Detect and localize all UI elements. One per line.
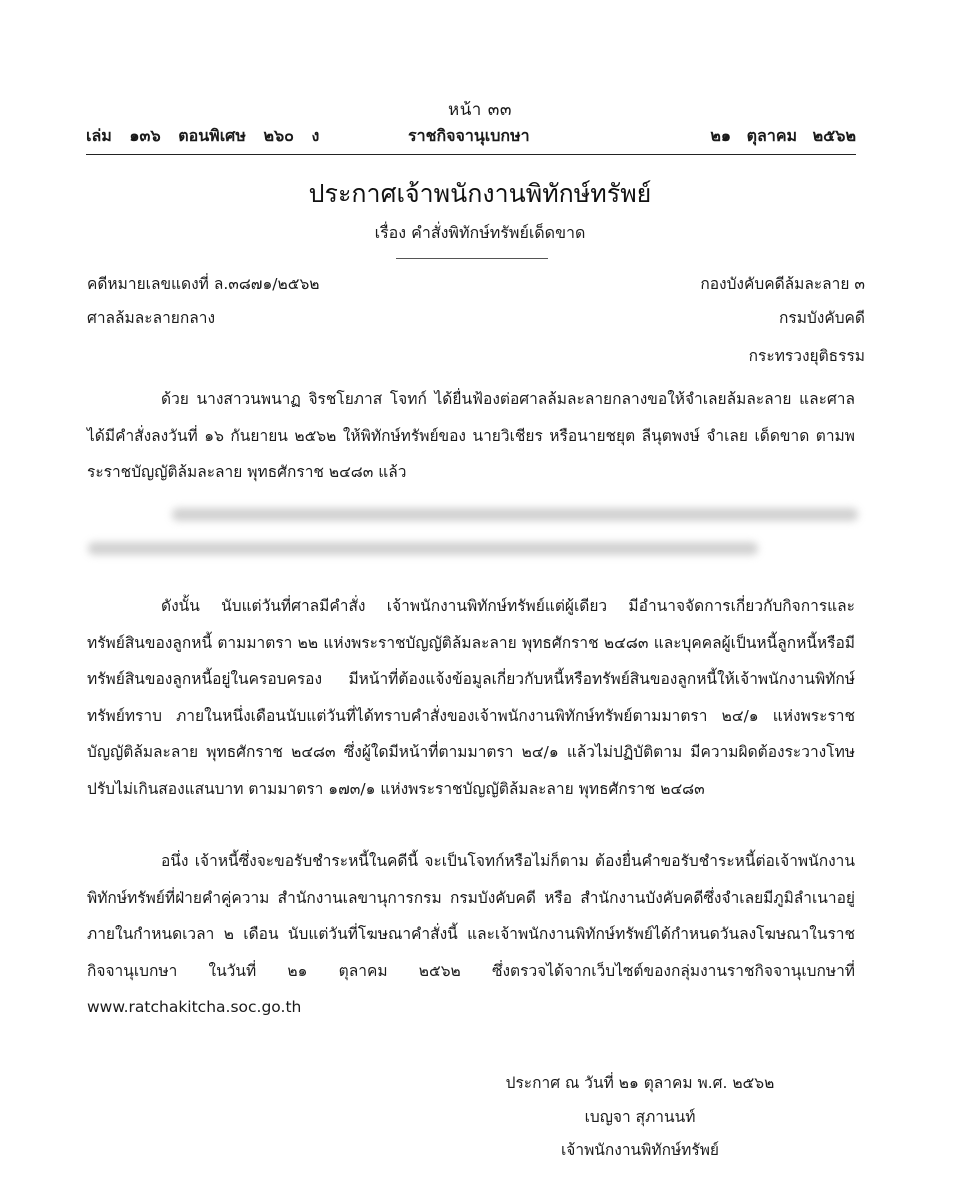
header-divider — [86, 154, 856, 155]
document-title: ประกาศเจ้าพนักงานพิทักษ์ทรัพย์ — [308, 179, 652, 208]
volume-info: เล่ม ๑๓๖ ตอนพิเศษ ๒๖๐ ง — [86, 126, 320, 145]
redacted-line — [88, 542, 758, 555]
body-paragraph-4: อนึ่ง เจ้าหนี้ซึ่งจะขอรับชำระหนี้ในคดีนี้ จะเป็นโจทก์หรือไม่ก็ตาม ต้องยื่นคำขอรับชำระหนี้ต่อเจ้าพนักงานพิทักษ์ทรัพย์ที่ฝ่ายคำคู่ความ สำนักงานเลขานุการกรม กรมบังคับคดี หรือ สำนักงานบังคับคดีซึ่งจำเลยมีภูมิลำเนาอยู่ ภายในกำหนดเวลา ๒ เดือน นับแต่วันที่โฆษณาคำสั่งนี้ และเจ้าพนักงานพิทักษ์ทรัพย์ได้กำหนดวันลงโฆษณาในราชกิจจานุเบกษา ในวันที่ ๒๑ ตุลาคม ๒๕๖๒ ซึ่งตรวจได้จากเว็บไซต์ของกลุ่มงานราชกิจจานุเบกษาที่ www.ratchakitcha.soc.go.th — [87, 852, 855, 1016]
redacted-line — [172, 508, 858, 521]
agency-ministry: กระทรวงยุติธรรม — [748, 347, 865, 365]
signatory-position: เจ้าพนักงานพิทักษ์ทรัพย์ — [560, 1141, 720, 1159]
publication-name: ราชกิจจานุเบกษา — [408, 126, 530, 145]
body-paragraph-3: ดังนั้น นับแต่วันที่ศาลมีคำสั่ง เจ้าพนักงานพิทักษ์ทรัพย์แต่ผู้เดียว มีอำนาจจัดการเกี่ยวกับกิจการและทรัพย์สินของลูกหนี้ ตามมาตรา ๒๒ แห่งพระราชบัญญัติล้มละลาย พุทธศักราช ๒๔๘๓ และบุคคลผู้เป็นหนี้ลูกหนี้หรือมีทรัพย์สินของลูกหนี้อยู่ในครอบครอง มีหน้าที่ต้องแจ้งข้อมูลเกี่ยวกับหนี้หรือทรัพย์สินของลูกหนี้ให้เจ้าพนักงานพิทักษ์ทรัพย์ทราบ ภายในหนึ่งเดือนนับแต่วันที่ได้ทราบคำสั่งของเจ้าพนักงานพิทักษ์ทรัพย์ตามมาตรา ๒๔/๑ แห่งพระราชบัญญัติล้มละลาย พุทธศักราช ๒๔๘๓ ซึ่งผู้ใดมีหน้าที่ตามมาตรา ๒๔/๑ แล้วไม่ปฏิบัติตาม มีความผิดต้องระวางโทษปรับไม่เกินสองแสนบาท ตามมาตรา ๑๗๓/๑ แห่งพระราชบัญญัติล้มละลาย พุทธศักราช ๒๔๘๓ — [87, 597, 855, 798]
signatory-name: เบญจา สุภานนท์ — [584, 1108, 696, 1126]
body-paragraph-1: ด้วย นางสาวนพนาฏ จิรชโยภาส โจทก์ ได้ยื่นฟ้องต่อศาลล้มละลายกลางขอให้จำเลยล้มละลาย และศาลได้มีคำสั่งลงวันที่ ๑๖ กันยายน ๒๕๖๒ ให้พิทักษ์ทรัพย์ของ นายวิเชียร หรือนายชยุต ลีนุตพงษ์ จำเลย เด็ดขาด ตามพระราชบัญญัติล้มละลาย พุทธศักราช ๒๔๘๓ แล้ว — [87, 390, 855, 481]
redacted-paragraph — [88, 500, 858, 564]
case-number: คดีหมายเลขแดงที่ ล.๓๘๗๑/๒๕๖๒ — [87, 275, 320, 293]
page-number: หน้า ๓๓ — [447, 100, 513, 120]
publication-date: ๒๑ ตุลาคม ๒๕๖๒ — [710, 126, 856, 145]
agency-division: กองบังคับคดีล้มละลาย ๓ — [700, 275, 865, 293]
agency-department: กรมบังคับคดี — [779, 309, 865, 327]
announcement-date: ประกาศ ณ วันที่ ๒๑ ตุลาคม พ.ศ. ๒๕๖๒ — [505, 1074, 775, 1092]
gazette-header — [86, 124, 856, 150]
court-name: ศาลล้มละลายกลาง — [87, 309, 216, 327]
document-subject: เรื่อง คำสั่งพิทักษ์ทรัพย์เด็ดขาด — [374, 223, 586, 242]
title-divider — [396, 258, 548, 259]
